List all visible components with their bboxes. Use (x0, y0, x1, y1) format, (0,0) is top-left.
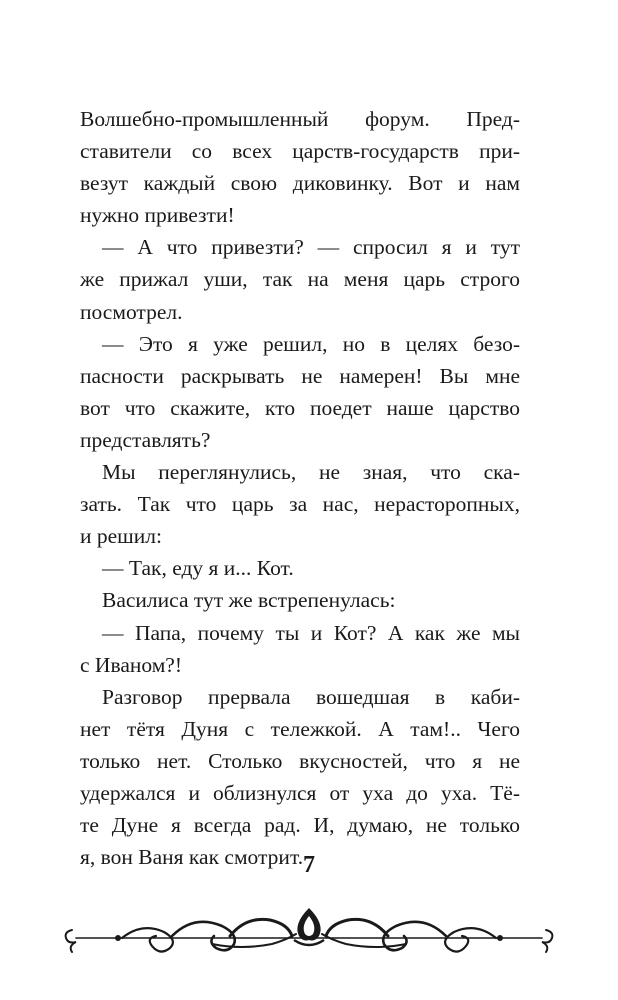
text-line: Разговор прервала вошедшая в каби- (102, 684, 520, 709)
text-line: ставители со всех царств-государств при- (80, 139, 520, 164)
text-line: те Дуне я всегда рад. И, думаю, не только (80, 813, 520, 838)
text-line: Мы переглянулись, не зная, что ска- (102, 460, 520, 485)
text-line: нужно привезти! (80, 203, 235, 228)
text-line: только нет. Столько вкусностей, что я не (80, 748, 520, 773)
text-line: — Папа, почему ты и Кот? А как же мы (102, 620, 520, 645)
text-line: с Иваном?! (80, 652, 183, 677)
text-line: Волшебно-промышленный форум. Пред- (80, 107, 520, 131)
text-line: удержался и облизнулся от уха до уха. Тё- (80, 780, 520, 805)
text-line: — Это я уже решил, но в целях безо- (102, 331, 520, 356)
text-line: вот что скажите, кто поедет наше царство (80, 395, 520, 420)
text-line: — А что привезти? — спросил я и тут (102, 235, 520, 260)
text-line: Василиса тут же встрепенулась: (102, 588, 396, 613)
page-number: 7 (303, 852, 315, 878)
body-text (80, 103, 520, 873)
text-line: посмотрел. (80, 299, 183, 324)
text-line: и решил: (80, 524, 162, 549)
text-line: нет тётя Дуня с тележкой. А там!.. Чего (80, 716, 520, 741)
text-line: зать. Так что царь за нас, нерасторопных, (80, 492, 520, 517)
decorative-ornament (62, 900, 556, 956)
text-line: — Так, еду я и... Кот. (102, 556, 294, 581)
text-line: же прижал уши, так на меня царь строго (80, 267, 520, 292)
text-line: представлять? (80, 427, 211, 452)
text-line: я, вон Ваня как смотрит. (80, 845, 304, 870)
text-line: везут каждый свою диковинку. Вот и нам (80, 171, 520, 196)
text-line: пасности раскрывать не намерен! Вы мне (80, 363, 520, 388)
